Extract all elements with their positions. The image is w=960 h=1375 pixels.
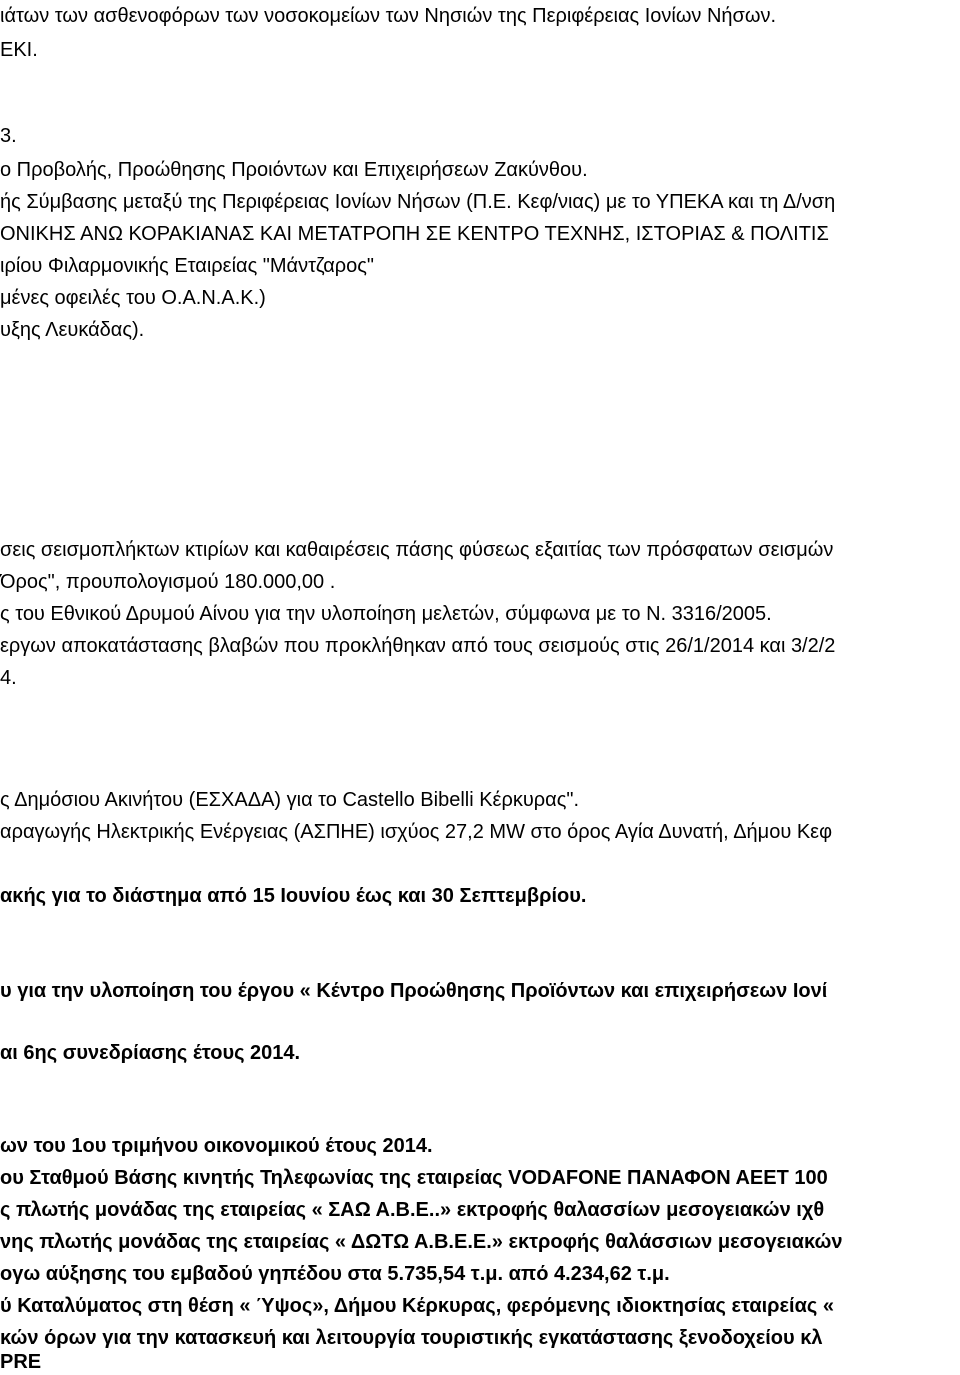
text-line: ακής για το διάστημα από 15 Ιουνίου έως και 30 Σεπτεμβρίου.	[0, 885, 587, 907]
text-line: 4.	[0, 667, 17, 689]
text-line: ύ Καταλύματος στη θέση « Ύψος», Δήμου Κέρκυρας, φερόμενης ιδιοκτησίας εταιρείας «	[0, 1295, 834, 1317]
text-line: ς Δημόσιου Ακινήτου (ΕΣΧΑΔΑ) για το Castello Bibelli Κέρκυρας".	[0, 789, 580, 811]
text-line: μένες οφειλές του Ο.Α.Ν.Α.Κ.)	[0, 287, 266, 309]
text-line: ής Σύμβασης μεταξύ της Περιφέρειας Ιονίων Νήσων (Π.Ε. Κεφ/νιας) με το ΥΠΕΚΑ και τη Δ/νση	[0, 191, 836, 213]
text-line: ς του Εθνικού Δρυμού Αίνου για την υλοποίηση μελετών, σύμφωνα με το Ν. 3316/2005.	[0, 603, 772, 625]
text-line: PRE	[0, 1351, 42, 1373]
text-line: αι 6ης συνεδρίασης έτους 2014.	[0, 1042, 301, 1064]
text-line: ων του 1ου τριμήνου οικονομικού έτους 2014.	[0, 1135, 433, 1157]
text-line: ιρίου Φιλαρμονικής Εταιρείας "Μάντζαρος"	[0, 255, 375, 277]
text-line: 3.	[0, 125, 17, 147]
text-line: ς πλωτής μονάδας της εταιρείας « ΣΑΩ Α.Β.Ε..» εκτροφής θαλασσίων μεσογειακών ιχθ	[0, 1199, 825, 1221]
text-line: ο Προβολής, Προώθησης Προιόντων και Επιχειρήσεων Ζακύνθου.	[0, 159, 588, 181]
text-line: ΟΝΙΚΗΣ ΑΝΩ ΚΟΡΑΚΙΑΝΑΣ ΚΑΙ ΜΕΤΑΤΡΟΠΗ ΣΕ ΚΕΝΤΡΟ ΤΕΧΝΗΣ, ΙΣΤΟΡΙΑΣ & ΠΟΛΙΤΙΣ	[0, 223, 829, 245]
text-line: Όρος", προυπολογισμού 180.000,00 .	[0, 571, 336, 593]
text-line: ιάτων των ασθενοφόρων των νοσοκομείων των Νησιών της Περιφέρειας Ιονίων Νήσων.	[0, 5, 777, 27]
text-line: ου Σταθμού Βάσης κινητής Τηλεφωνίας της εταιρείας VODAFONE ΠΑΝΑΦΟΝ ΑΕΕΤ 100	[0, 1167, 828, 1189]
text-line: σεις σεισμοπλήκτων κτιρίων και καθαιρέσεις πάσης φύσεως εξαιτίας των πρόσφατων σεισμών	[0, 539, 834, 561]
text-line: υ για την υλοποίηση του έργου « Κέντρο Προώθησης Προϊόντων και επιχειρήσεων Ιονί	[0, 980, 828, 1002]
text-line: ΕΚΙ.	[0, 39, 38, 61]
text-line: κών όρων για την κατασκευή και λειτουργία τουριστικής εγκατάστασης ξενοδοχείου κλ	[0, 1327, 823, 1349]
text-line: υξης Λευκάδας).	[0, 319, 145, 341]
text-line: νης πλωτής μονάδας της εταιρείας « ΔΩΤΩ Α.Β.Ε.Ε.» εκτροφής θαλάσσιων μεσογειακών	[0, 1231, 843, 1253]
text-line: ογω αύξησης του εμβαδού γηπέδου στα 5.735,54 τ.μ. από 4.234,62 τ.μ.	[0, 1263, 670, 1285]
text-line: εργων αποκατάστασης βλαβών που προκλήθηκαν από τους σεισμούς στις 26/1/2014 και 3/2/2	[0, 635, 836, 657]
text-line: αραγωγής Ηλεκτρικής Ενέργειας (ΑΣΠΗΕ) ισχύος 27,2 MW στο όρος Αγία Δυνατή, Δήμου Κεφ	[0, 821, 833, 843]
